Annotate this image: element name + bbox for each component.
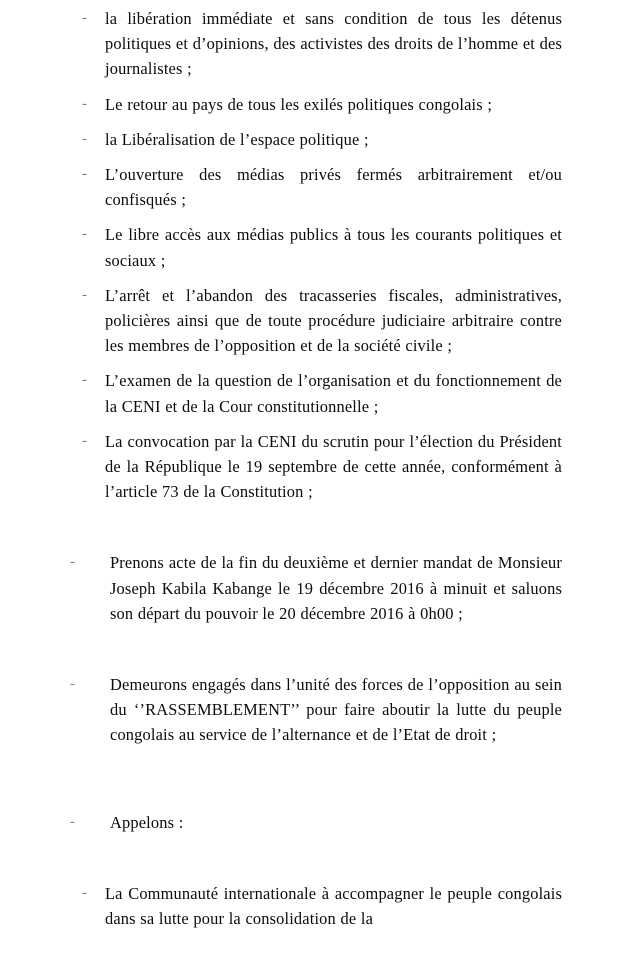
item-spacer <box>0 117 640 127</box>
dash-bullet-icon: - <box>82 884 87 901</box>
item-spacer <box>0 273 640 283</box>
list-item <box>0 222 640 272</box>
list-item <box>0 127 640 152</box>
item-spacer <box>0 358 640 368</box>
dash-bullet-icon: - <box>82 432 87 449</box>
dash-bullet-icon: - <box>70 813 75 830</box>
item-spacer <box>0 212 640 222</box>
dash-bullet-icon: - <box>82 226 87 243</box>
declaration-item <box>0 672 640 748</box>
dash-bullet-icon: - <box>70 676 75 693</box>
appeals-section <box>0 810 640 932</box>
item-spacer <box>0 82 640 92</box>
list-item-text: Le libre accès aux médias publics à tous les courants politiques et sociaux ; <box>105 225 562 270</box>
list-item <box>0 368 640 418</box>
dash-bullet-icon: - <box>70 554 75 571</box>
declaration-item-text: Prenons acte de la fin du deuxième et dernier mandat de Monsieur Joseph Kabila Kabange le 19 décembre 2016 à minuit et saluons son départ du pouvoir le 20 décembre 2016 à 0h00 ; <box>110 553 562 623</box>
list-item-text: L’arrêt et l’abandon des tracasseries fiscales, administratives, policières ainsi que de toute procédure judiciaire arbitraire contre les membres de l’opposition et de la société civile ; <box>105 285 562 356</box>
list-item <box>0 283 640 359</box>
dash-bullet-icon: - <box>82 372 87 389</box>
dash-bullet-icon: - <box>82 10 87 26</box>
dash-bullet-icon: - <box>82 95 87 112</box>
list-item-text: la libération immédiate et sans condition de tous les détenus politiques et d’opinions, des activistes des droits de l’homme et des journalistes ; <box>105 9 562 79</box>
declaration-item <box>0 550 640 626</box>
list-item-text: Le retour au pays de tous les exilés politiques congolais ; <box>105 94 493 114</box>
section-spacer <box>0 626 640 672</box>
section-spacer <box>0 504 640 550</box>
dash-bullet-icon: - <box>82 286 87 303</box>
appeals-heading <box>0 810 640 835</box>
appeals-heading-text: Appelons : <box>110 812 184 832</box>
section-spacer <box>0 835 640 881</box>
list-item-text: La convocation par la CENI du scrutin pour l’élection du Président de la République le 19 septembre de cette année, conformément à l’article 73 de la Constitution ; <box>105 431 562 502</box>
list-item <box>0 6 640 82</box>
list-item-text: la Libéralisation de l’espace politique ; <box>105 129 369 149</box>
list-item-text: L’examen de la question de l’organisation et du fonctionnement de la CENI et de la Cour constitutionnelle ; <box>105 371 562 416</box>
declaration-item-text: Demeurons engagés dans l’unité des forces de l’opposition au sein du ‘’RASSEMBLEMENT’’ pour faire aboutir la lutte du peuple congolais au service de l’alternance et de l’Etat de droit ; <box>110 675 562 745</box>
dash-bullet-icon: - <box>82 130 87 147</box>
appeals-item <box>0 881 640 931</box>
item-spacer <box>0 419 640 429</box>
list-item-text: L’ouverture des médias privés fermés arbitrairement et/ou confisqués ; <box>105 165 562 210</box>
declarations-list <box>0 550 640 747</box>
item-spacer <box>0 152 640 162</box>
demands-list <box>0 6 640 504</box>
list-item <box>0 429 640 505</box>
list-item <box>0 92 640 117</box>
list-item <box>0 162 640 212</box>
dash-bullet-icon: - <box>82 166 87 183</box>
section-spacer <box>0 748 640 810</box>
appeals-item-text: La Communauté internationale à accompagner le peuple congolais dans sa lutte pour la consolidation de la <box>105 883 562 929</box>
